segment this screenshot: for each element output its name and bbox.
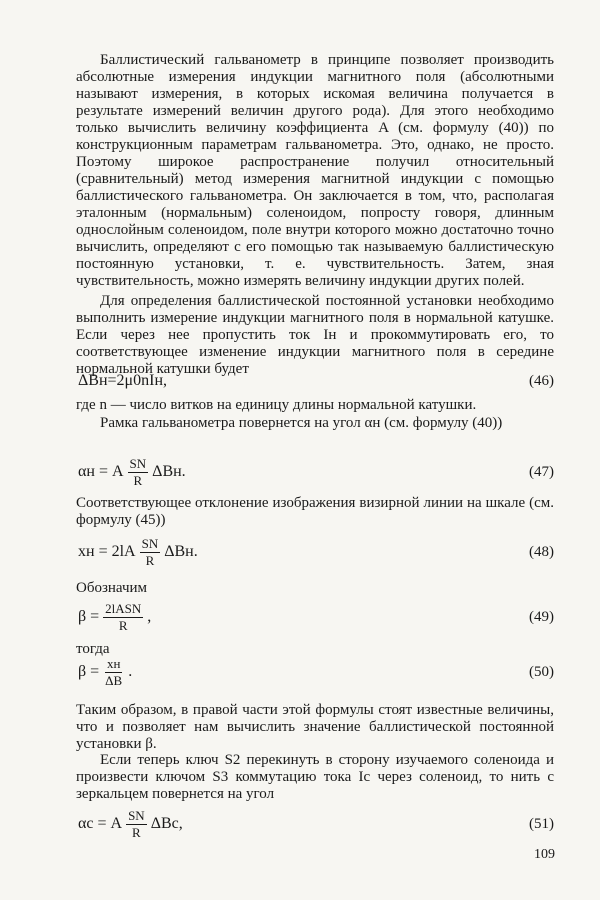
equation-49	[76, 597, 554, 637]
equation-47-number: (47)	[529, 464, 554, 480]
paragraph-8: Таким образом, в правой части этой формулы стоят известные величины, что и позволяет нам вычислить значение баллистической постоянной установки β.	[76, 702, 554, 752]
equation-50-lhs: β =	[78, 663, 100, 680]
equation-47	[76, 452, 554, 492]
equation-49-fraction	[103, 601, 143, 634]
equation-51-fraction	[126, 808, 147, 841]
paragraph-2: Для определения баллистической постоянной установки необходимо выполнить измерение индукции магнитного поля в нормальной катушке. Если через нее пропустить ток Iн и прокоммутировать его, то соответствующее изменение индукции магнитного поля в середине нормальной катушки будет	[76, 293, 554, 377]
equation-49-numerator: 2lASN	[105, 600, 142, 616]
equation-49-rhs: ,	[147, 608, 152, 625]
equation-47-lhs: αн = A	[78, 463, 124, 480]
equation-49-number: (49)	[529, 609, 554, 625]
equation-50-rhs: .	[128, 663, 133, 680]
equation-49-lhs: β =	[78, 608, 100, 625]
equation-49-formula	[78, 597, 151, 637]
page-number: 109	[534, 847, 555, 862]
equation-46-formula: ΔBн=2μ0nIн,	[78, 372, 168, 389]
equation-47-denominator: R	[133, 472, 143, 488]
equation-48	[76, 532, 554, 572]
equation-50-numerator: xн	[106, 655, 121, 671]
equation-47-numerator: SN	[129, 455, 147, 471]
equation-49-denominator: R	[118, 617, 128, 633]
equation-50-fraction	[103, 656, 124, 689]
paragraph-7: тогда	[76, 641, 110, 657]
equation-51-number: (51)	[529, 816, 554, 832]
equation-48-lhs: xн = 2lA	[78, 543, 136, 560]
equation-51-numerator: SN	[128, 807, 145, 823]
equation-47-fraction	[128, 456, 149, 489]
equation-51-formula	[78, 804, 183, 844]
equation-48-rhs: ΔBн.	[164, 543, 198, 560]
paragraph-6: Обозначим	[76, 580, 148, 596]
paragraph-9: Если теперь ключ S2 перекинуть в сторону изучаемого соленоида и произвести ключом S3 коммутацию тока Iс через соленоид, то нить с зеркальцем повернется на угол	[76, 752, 554, 802]
equation-51-lhs: αс = A	[78, 815, 123, 832]
equation-47-rhs: ΔBн.	[152, 463, 186, 480]
paragraph-1: Баллистический гальванометр в принципе позволяет производить абсолютные измерения индукции магнитного поля (абсолютными называют измерения, в которых искомая величина получается в результате измерений величин другого рода). Для этого необходимо только вычислить величину коэффициента A (см. формулу (40)) по конструкционным параметрам гальванометра. Это, однако, не просто. Поэтому широкое распространение получил относительный (сравнительный) метод измерения магнитной индукции с помощью баллистического гальванометра. Он заключается в том, что, располагая эталонным (нормальным) соленоидом, попросту говоря, длинным однослойным соленоидом, поле внутри которого можно достаточно точно вычислить, определяют с его помощью так называемую баллистическую постоянную установки, т. е. чувствительность. Затем, зная чувствительность, можно измерять величину индукции других полей.	[76, 52, 554, 289]
paragraph-5: Соответствующее отклонение изображения визирной линии на шкале (см. формулу (45))	[76, 495, 554, 528]
equation-50	[76, 652, 554, 692]
equation-48-number: (48)	[529, 544, 554, 560]
equation-48-formula	[78, 532, 198, 572]
equation-46	[76, 369, 554, 393]
equation-46-number: (46)	[529, 373, 554, 389]
paragraph-4: Рамка гальванометра повернется на угол αн (см. формулу (40))	[100, 415, 503, 431]
equation-51-rhs: ΔBс,	[150, 815, 183, 832]
paragraph-3: где n — число витков на единицу длины нормальной катушки.	[76, 397, 477, 413]
equation-51-denominator: R	[132, 824, 141, 840]
equation-50-number: (50)	[529, 664, 554, 680]
equation-50-formula	[78, 652, 132, 692]
equation-51	[76, 804, 554, 844]
equation-47-formula	[78, 452, 186, 492]
equation-48-numerator: SN	[141, 535, 159, 551]
equation-50-denominator: ΔB	[105, 672, 123, 688]
equation-48-fraction	[140, 536, 161, 569]
equation-48-denominator: R	[145, 552, 155, 568]
